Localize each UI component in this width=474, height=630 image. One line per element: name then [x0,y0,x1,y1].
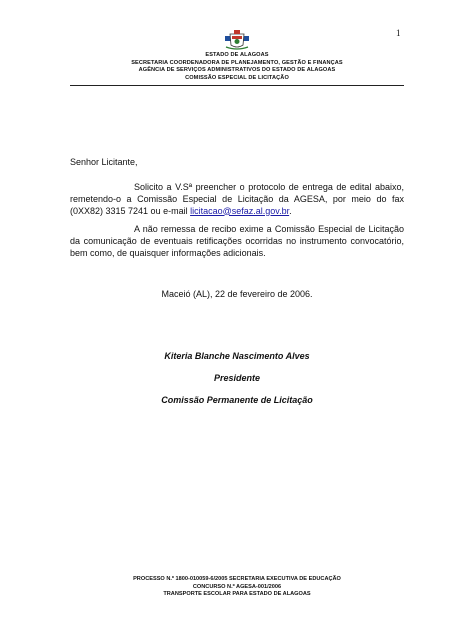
salutation: Senhor Licitante, [70,157,138,167]
footer-contest: CONCURSO N.º AGESA-001/2006 [192,583,282,590]
state-coat-of-arms-icon [222,28,252,50]
header-divider [70,85,404,86]
letter-date: Maceió (AL), 22 de fevereiro de 2006. [161,289,313,299]
paragraph-request-end: . [289,205,292,216]
letterhead-state: ESTADO DE ALAGOAS [205,52,269,58]
signatory-name: Kiteria Blanche Nascimento Alves [164,351,310,361]
footer-subject: TRANSPORTE ESCOLAR PARA ESTADO DE ALAGOAS [163,591,311,598]
paragraph-request-text: Solicito a V.Sª preencher o protocolo de entrega de edital abaixo, remetendo-o a Comissão Especial de Licitação da AGESA, por meio do fax (0XX82) 3315 7241 ou e-mail [70,182,404,216]
footer-process: PROCESSO N.º 1800-010059-6/2005 SECRETARIA EXECUTIVA DE EDUCAÇÃO [133,576,341,582]
letterhead-agency: AGÊNCIA DE SERVIÇOS ADMINISTRATIVOS DO ESTADO DE ALAGOAS [138,67,336,74]
signatory-title: Presidente [213,373,261,383]
paragraph-notice-text: A não remessa de recibo exime a Comissão Especial de Licitação da comunicação de eventuais retificações ocorridas no instrumento convocatório, bem como, de quaisquer informações adicionais. [70,224,404,258]
paragraph-notice [70,224,404,259]
footer [70,576,404,599]
signatory-department: Comissão Permanente de Licitação [161,395,313,405]
paragraph-request [70,182,404,217]
email-link[interactable]: licitacao@sefaz.al.gov.br [190,205,290,216]
page-number: 1 [396,28,401,38]
letterhead-commission: COMISSÃO ESPECIAL DE LICITAÇÃO [185,74,289,81]
letterhead [70,52,404,82]
letterhead-secretariat: SECRETARIA COORDENADORA DE PLANEJAMENTO, GESTÃO E FINANÇAS [131,59,343,66]
